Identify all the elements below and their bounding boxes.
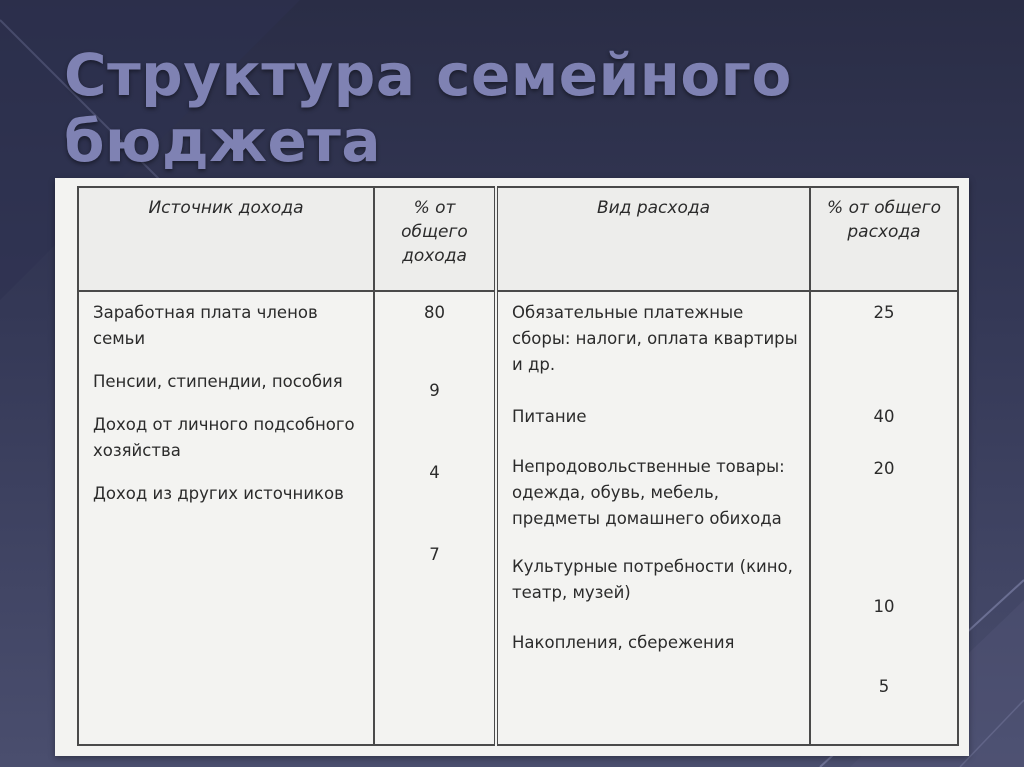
expense-value-culture: 10 [873,597,895,616]
income-values-cell [374,291,496,745]
income-item-other: Доход из других источников [93,484,344,503]
table-body-row [78,291,958,745]
expense-item-culture: Культурные потребности (кино, театр, музей) [512,557,793,602]
expense-labels-cell [496,291,810,745]
expense-value-food: 40 [873,407,895,426]
expense-item-food: Питание [512,407,587,426]
income-item-household: Доход от личного подсобного хозяйства [93,415,355,460]
income-item-salary: Заработная плата членов семьи [93,303,318,348]
expense-value-mandatory: 25 [873,303,895,322]
budget-table [77,186,959,746]
income-value-pensions: 9 [429,381,440,400]
slide-title: Структура семейного бюджета [64,41,792,175]
expense-item-nonfood: Непродовольственные товары: одежда, обувь, мебель, предметы домашнего обихода [512,457,785,528]
expense-values-cell [810,291,958,745]
header-income-percent: % от общего дохода [374,187,496,291]
header-expense-percent: % от общего расхода [810,187,958,291]
income-value-salary: 80 [424,303,445,322]
expense-value-savings: 5 [878,677,890,696]
header-income-source: Источник дохода [78,187,374,291]
budget-table-image [55,178,969,756]
income-value-other: 7 [429,545,440,564]
income-item-pensions: Пенсии, стипендии, пособия [93,372,343,391]
expense-item-mandatory: Обязательные платежные сборы: налоги, оплата квартиры и др. [512,303,798,374]
expense-value-nonfood: 20 [873,459,895,478]
header-expense-type: Вид расхода [496,187,810,291]
income-labels-cell [78,291,374,745]
expense-item-savings: Накопления, сбережения [512,633,735,652]
table-header-row [78,187,958,291]
income-value-household: 4 [429,463,440,482]
